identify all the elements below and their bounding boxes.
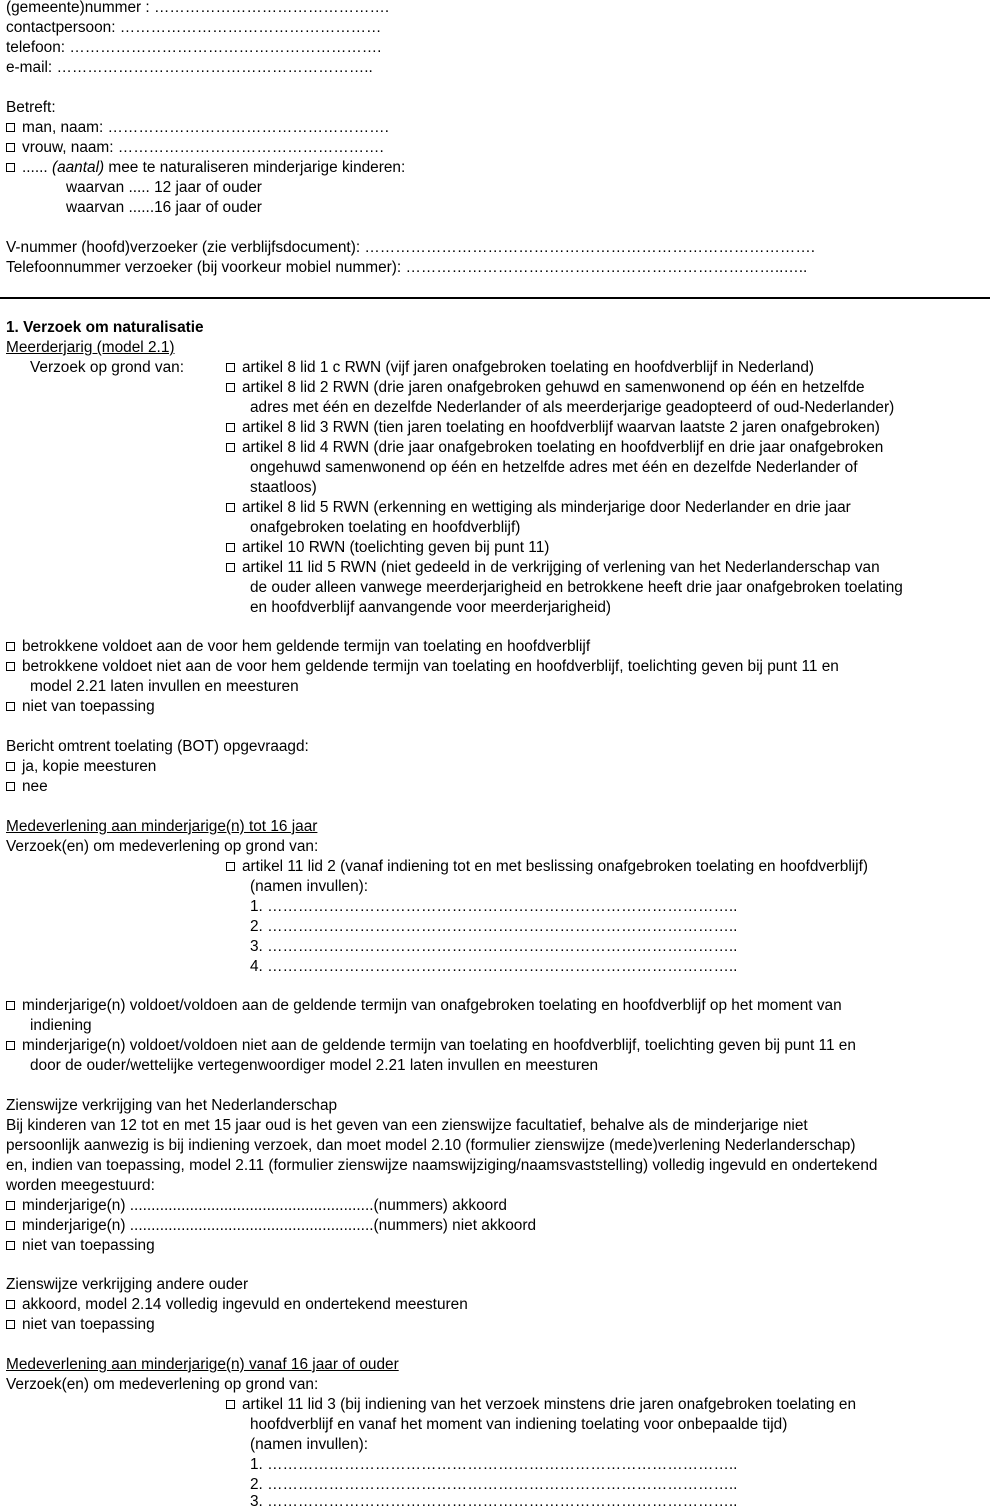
option-art8-lid4-cont [250,458,992,478]
option-text: onafgebroken toelating en hoofdverblijf) [250,519,521,536]
zienswijze-paragraph-2 [6,1136,992,1156]
checkbox-icon[interactable] [6,1320,15,1329]
option-text: niet van toepassing [22,1316,155,1333]
kinderen-count: ...... [22,159,48,176]
verzoeken-grond-label-2 [6,1375,992,1395]
checkbox-icon[interactable] [6,123,15,132]
option-art8-lid2-cont [250,398,992,418]
minder-niet-option[interactable] [6,1036,992,1056]
bot-heading [6,737,992,757]
checkbox-icon[interactable] [6,1300,15,1309]
gemeentenummer-label: (gemeente)nummer : ………………………………………. [6,0,390,16]
option-text: artikel 8 lid 1 c RWN (vijf jaren onafgebroken toelating en hoofdverblijf in Nederland) [242,359,815,376]
option-text: hoofdverblijf en vanaf het moment van indiening toelating voor onbepaalde tijd) [250,1416,788,1433]
waarvan-12-label: waarvan ..... 12 jaar of ouder [66,179,262,196]
checkbox-icon[interactable] [6,143,15,152]
option-text: betrokkene voldoet niet aan de voor hem geldende termijn van toelating en hoofdverblijf, toelichting geven bij punt 11 en [22,658,839,675]
ouder-title-text: Zienswijze verkrijging andere ouder [6,1276,249,1293]
option-text: artikel 8 lid 2 RWN (drie jaren onafgebroken gehuwd en samenwonend op één en hetzelfde [242,379,865,396]
checkbox-icon[interactable] [6,662,15,671]
minder-voldoet-option[interactable] [6,996,992,1016]
telnummer-field[interactable] [6,258,992,278]
man-option[interactable] [6,118,992,138]
option-text: niet van toepassing [22,1237,155,1254]
naam-field-4[interactable] [250,957,992,977]
waarvan-12[interactable] [66,178,992,198]
naam-field-3[interactable] [250,937,992,957]
option-text: artikel 8 lid 3 RWN (tien jaren toelating en hoofdverblijf waarvan laatste 2 jaren onafgebroken) [242,419,880,436]
med16-title-text: Medeverlening aan minderjarige(n) tot 16 jaar [6,818,318,835]
namen-invullen-label-2 [250,1435,992,1455]
option-text: artikel 11 lid 3 (bij indiening van het verzoek minstens drie jaren onafgebroken toelating en [242,1396,857,1413]
naam-field-1[interactable] [250,897,992,917]
med16plus-heading [6,1355,992,1375]
checkbox-icon[interactable] [226,1400,235,1409]
vrouw-label: vrouw, naam: ……………………………………………. [22,139,384,156]
bot-nee-option[interactable] [6,777,992,797]
option-text: akkoord, model 2.14 volledig ingevuld en ondertekend meesturen [22,1296,468,1313]
option-art11-lid5[interactable] [226,558,992,578]
naam-line: 2. ……………………………………………………………………………….. [250,918,738,935]
option-art11-lid3[interactable] [226,1395,992,1415]
meerderjarig-text: Meerderjarig (model 2.1) [6,339,175,356]
checkbox-icon[interactable] [6,702,15,711]
checkbox-icon[interactable] [6,1041,15,1050]
kinderen-option[interactable] [6,158,992,178]
naam-field-b3[interactable] [250,1492,992,1512]
bot-title-text: Bericht omtrent toelating (BOT) opgevraagd: [6,738,309,755]
checkbox-icon[interactable] [6,762,15,771]
option-text: minderjarige(n) .........................................................(nummers) akkoord [22,1197,507,1214]
option-text: betrokkene voldoet aan de voor hem geldende termijn van toelating en hoofdverblijf [22,638,591,655]
zw-niet-akkoord-option[interactable] [6,1216,992,1236]
option-art11-lid3-cont [250,1415,992,1435]
checkbox-icon[interactable] [226,423,235,432]
option-art8-lid4[interactable] [226,438,992,458]
kinderen-aantal: (aantal) [51,159,105,176]
option-text: nee [22,778,48,795]
option-text: minderjarige(n) voldoet/voldoen aan de geldende termijn van onafgebroken toelating en hoofdverblijf op het moment van [22,997,842,1014]
option-text: door de ouder/wettelijke vertegenwoordiger model 2.21 laten invullen en meesturen [30,1057,599,1074]
termijn-niet-cont [30,677,992,697]
option-text: niet van toepassing [22,698,155,715]
zienswijze-paragraph-4 [6,1176,992,1196]
checkbox-icon[interactable] [226,383,235,392]
naam-line: 4. ……………………………………………………………………………….. [250,958,738,975]
email-field[interactable] [6,58,992,78]
checkbox-icon[interactable] [6,1201,15,1210]
naam-field-2[interactable] [250,917,992,937]
section-divider [0,297,990,299]
telefoon-field[interactable] [6,38,992,58]
gemeentenummer-field[interactable] [6,0,992,18]
vnummer-field[interactable] [6,238,992,258]
verzoeken-grond-label [6,837,992,857]
zienswijze-title-text: Zienswijze verkrijging van het Nederlanderschap [6,1097,338,1114]
option-art8-lid5-cont [250,518,992,538]
checkbox-icon[interactable] [6,1241,15,1250]
option-art8-lid2[interactable] [226,378,992,398]
verzoek-grond-text: Verzoek op grond van: [30,359,185,376]
email-label: e-mail: …………………………………………………….. [6,59,373,76]
section-title-text: 1. Verzoek om naturalisatie [6,319,204,336]
option-art8-lid3[interactable] [226,418,992,438]
ouder-nvt-option[interactable] [6,1315,992,1335]
checkbox-icon[interactable] [226,862,235,871]
option-art8-lid1[interactable] [226,358,992,378]
checkbox-icon[interactable] [226,563,235,572]
naam-field-b1[interactable] [250,1455,992,1475]
option-art8-lid5[interactable] [226,498,992,518]
naam-line: 3. ……………………………………………………………………………….. [250,938,738,955]
contactpersoon-field[interactable] [6,18,992,38]
bot-ja-option[interactable] [6,757,992,777]
zienswijze-paragraph-1 [6,1116,992,1136]
man-label: man, naam: ………………………………………………. [22,119,389,136]
namen-invullen-label [250,877,992,897]
checkbox-icon[interactable] [226,503,235,512]
waarvan-16-label: waarvan ......16 jaar of ouder [66,199,262,216]
option-text: en hoofdverblijf aanvangende voor meerderjarigheid) [250,599,612,616]
minder-niet-cont [30,1056,992,1076]
betreft-text: Betreft: [6,99,56,116]
option-text: artikel 10 RWN (toelichting geven bij punt 11) [242,539,550,556]
section-title [6,318,992,338]
ouder-akkoord-option[interactable] [6,1295,992,1315]
naam-line: 1. ……………………………………………………………………………….. [250,1456,738,1473]
option-text: artikel 11 lid 2 (vanaf indiening tot en met beslissing onafgebroken toelating en hoofdverblijf) [242,858,868,875]
zw-nvt-option[interactable] [6,1236,992,1256]
checkbox-icon[interactable] [6,642,15,651]
option-text: de ouder alleen vanwege meerderjarigheid en betrokkene heeft drie jaar onafgebroken toelating [250,579,903,596]
checkbox-icon[interactable] [6,1221,15,1230]
betreft-label [6,98,992,118]
option-text: artikel 8 lid 5 RWN (erkenning en wettiging als minderjarige door Nederlander en drie jaar [242,499,851,516]
verzoeken-grond-text: Verzoek(en) om medeverlening op grond van: [6,1376,319,1393]
med16plus-title-text: Medeverlening aan minderjarige(n) vanaf 16 jaar of ouder [6,1356,399,1373]
option-text: minderjarige(n) .........................................................(nummers) niet akkoord [22,1217,537,1234]
option-art10[interactable] [226,538,992,558]
zw-akkoord-option[interactable] [6,1196,992,1216]
verzoeken-grond-text: Verzoek(en) om medeverlening op grond van: [6,838,319,855]
telefoon-label: telefoon: ……………………………………………………. [6,39,382,56]
option-art11-lid5-cont [250,578,992,598]
option-art11-lid2[interactable] [226,857,992,877]
option-text: minderjarige(n) voldoet/voldoen niet aan de geldende termijn van toelating en hoofdverblijf, toelichting geven bij punt 11 en [22,1037,856,1054]
naam-line: 2. ……………………………………………………………………………….. [250,1476,738,1493]
namen-invullen-text: (namen invullen): [250,878,369,895]
zienswijze-heading [6,1096,992,1116]
paragraph-text: persoonlijk aanwezig is bij indiening verzoek, dan moet model 2.10 (formulier zienswijze (mede)verlening Nederlanderschap) [6,1137,856,1154]
checkbox-icon[interactable] [6,163,15,172]
telnummer-label: Telefoonnummer verzoeker (bij voorkeur mobiel nummer): ………………………………………………………………..….. [6,259,808,276]
ouder-heading [6,1275,992,1295]
naam-line: 1. ……………………………………………………………………………….. [250,898,738,915]
option-text: artikel 8 lid 4 RWN (drie jaar onafgebroken toelating en hoofdverblijf en drie jaar onafgebroken [242,439,884,456]
option-text: staatloos) [250,479,317,496]
checkbox-icon[interactable] [6,782,15,791]
paragraph-text: en, indien van toepassing, model 2.11 (formulier zienswijze naamswijziging/naamsvaststelling) volledig ingevuld en ondertekend [6,1157,878,1174]
termijn-nvt-option[interactable] [6,697,992,717]
contactpersoon-label: contactpersoon: …………………………………………… [6,19,382,36]
option-text: ongehuwd samenwonend op één en hetzelfde adres met één en dezelfde Nederlander of [250,459,858,476]
namen-invullen-text: (namen invullen): [250,1436,369,1453]
checkbox-icon[interactable] [226,363,235,372]
vrouw-option[interactable] [6,138,992,158]
meerderjarig-heading [6,338,992,358]
minder-voldoet-cont [30,1016,992,1036]
option-art8-lid4-cont2 [250,478,992,498]
paragraph-text: worden meegestuurd: [6,1177,155,1194]
option-text: ja, kopie meesturen [22,758,157,775]
termijn-niet-option[interactable] [6,657,992,677]
checkbox-icon[interactable] [6,1001,15,1010]
med16-heading [6,817,992,837]
option-text: model 2.21 laten invullen en meesturen [30,678,299,695]
naam-line: 3. ……………………………………………………………………………….. [250,1493,738,1510]
vnummer-label: V-nummer (hoofd)verzoeker (zie verblijfsdocument): ……………………………………………………………………………. [6,239,815,256]
option-text: indiening [30,1017,92,1034]
kinderen-label: mee te naturaliseren minderjarige kinderen: [108,159,406,176]
termijn-voldoet-option[interactable] [6,637,992,657]
waarvan-16[interactable] [66,198,992,218]
option-text: adres met één en dezelfde Nederlander of als meerderjarige geadopteerd of oud-Nederlander) [250,399,895,416]
option-art11-lid5-cont2 [250,598,992,618]
paragraph-text: Bij kinderen van 12 tot en met 15 jaar oud is het geven van een zienswijze facultatief, behalve als de minderjarige niet [6,1117,808,1134]
option-text: artikel 11 lid 5 RWN (niet gedeeld in de verkrijging of verlening van het Nederlanderschap van [242,559,880,576]
checkbox-icon[interactable] [226,443,235,452]
zienswijze-paragraph-3 [6,1156,992,1176]
checkbox-icon[interactable] [226,543,235,552]
